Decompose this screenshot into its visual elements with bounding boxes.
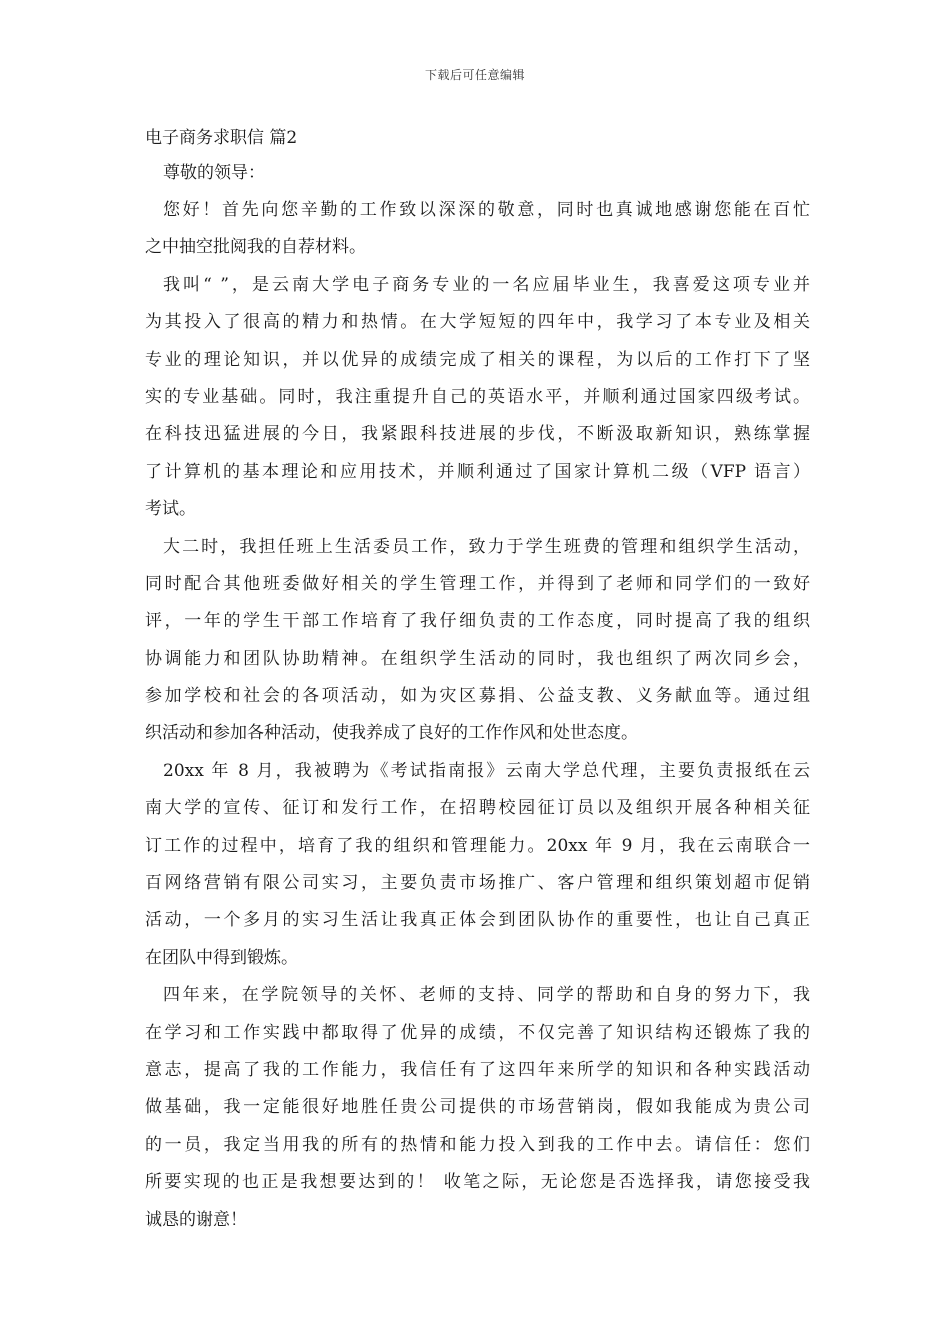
body-line: 参加学校和社会的各项活动，如为灾区募捐、公益支教、义务献血等。通过组 <box>145 686 810 707</box>
document-title: 电子商务求职信 篇2 <box>145 128 298 148</box>
body-line: 协调能力和团队协助精神。在组织学生活动的同时，我也组织了两次同乡会， <box>145 648 810 669</box>
body-line: 我叫“ ”，是云南大学电子商务专业的一名应届毕业生，我喜爱这项专业并 <box>163 274 810 295</box>
body-line: 了计算机的基本理论和应用技术，并顺利通过了国家计算机二级（VFP 语言） <box>145 461 810 482</box>
body-line: 订工作的过程中，培育了我的组织和管理能力。20xx 年 9 月，我在云南联合一 <box>145 835 810 856</box>
page-header: 下载后可任意编辑 <box>424 68 525 82</box>
body-line: 在学习和工作实践中都取得了优异的成绩，不仅完善了知识结构还锻炼了我的 <box>145 1022 810 1043</box>
body-line: 的一员，我定当用我的所有的热情和能力投入到我的工作中去。请信任：您们 <box>145 1134 810 1155</box>
body-line: 之中抽空批阅我的自荐材料。 <box>145 237 366 258</box>
body-line: 同时配合其他班委做好相关的学生管理工作，并得到了老师和同学们的一致好 <box>145 573 810 594</box>
body-line: 意志，提高了我的工作能力，我信任有了这四年来所学的知识和各种实践活动 <box>145 1059 810 1080</box>
body-line: 考试。 <box>145 499 196 520</box>
body-line: 大二时，我担任班上生活委员工作，致力于学生班费的管理和组织学生活动， <box>163 536 810 557</box>
body-line: 为其投入了很高的精力和热情。在大学短短的四年中，我学习了本专业及相关 <box>145 312 810 333</box>
body-line: 您好！首先向您辛勤的工作致以深深的敬意，同时也真诚地感谢您能在百忙 <box>163 200 810 220</box>
body-line: 评，一年的学生干部工作培育了我仔细负责的工作态度，同时提高了我的组织 <box>145 611 810 632</box>
body-line: 织活动和参加各种活动，使我养成了良好的工作作风和处世态度。 <box>145 723 638 744</box>
body-line: 南大学的宣传、征订和发行工作，在招聘校园征订员以及组织开展各种相关征 <box>145 798 810 819</box>
body-line: 实的专业基础。同时，我注重提升自己的英语水平，并顺利通过国家四级考试。 <box>145 386 810 407</box>
salutation: 尊敬的领导： <box>163 163 265 183</box>
body-line: 做基础，我一定能很好地胜任贵公司提供的市场营销岗，假如我能成为贵公司 <box>145 1097 810 1118</box>
body-line: 所要实现的也正是我想要达到的！ 收笔之际，无论您是否选择我，请您接受我 <box>145 1172 810 1193</box>
body-line: 在团队中得到锻炼。 <box>145 947 298 968</box>
body-line: 在科技迅猛进展的今日，我紧跟科技进展的步伐，不断汲取新知识，熟练掌握 <box>145 424 810 445</box>
body-line: 活动，一个多月的实习生活让我真正体会到团队协作的重要性，也让自己真正 <box>145 910 810 931</box>
body-line: 诚恳的谢意！ <box>145 1209 247 1230</box>
body-line: 四年来，在学院领导的关怀、老师的支持、同学的帮助和自身的努力下，我 <box>163 985 810 1006</box>
body-line: 百网络营销有限公司实习，主要负责市场推广、客户管理和组织策划超市促销 <box>145 873 810 894</box>
body-line: 专业的理论知识，并以优异的成绩完成了相关的课程，为以后的工作打下了坚 <box>145 349 810 370</box>
body-line: 20xx 年 8 月，我被聘为《考试指南报》云南大学总代理，主要负责报纸在云 <box>163 760 810 781</box>
letter-body <box>145 192 810 1239</box>
